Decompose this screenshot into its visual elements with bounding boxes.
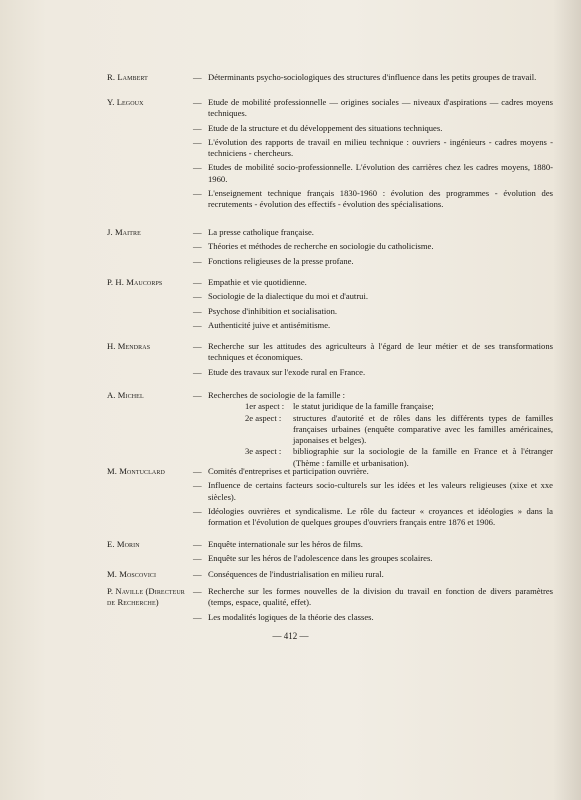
research-item: [193, 569, 553, 580]
item-dash: —: [193, 586, 202, 596]
research-item: [193, 137, 553, 160]
author-name: E. Morin: [107, 539, 140, 549]
page-number: — 412 —: [272, 631, 309, 641]
author-name: R. Lambert: [107, 72, 148, 82]
author-name: M. Montuclard: [107, 466, 165, 476]
item-text: Influence de certains facteurs socio-culturels sur les idées et les valeurs religieuses (xixe et xxe siècles).: [208, 480, 553, 502]
research-item: [193, 466, 553, 477]
item-dash: —: [193, 553, 202, 564]
item-text: La presse catholique française.: [208, 227, 314, 237]
research-item: [193, 123, 553, 134]
research-item: [193, 72, 553, 83]
item-text: Etude de mobilité professionnelle — origines sociales — niveaux d'aspirations — cadres moyens techniques.: [208, 97, 553, 119]
item-dash: —: [193, 188, 202, 199]
item-dash: —: [193, 505, 202, 516]
item-dash: —: [193, 122, 202, 133]
aspect-text: le statut juridique de la famille française;: [293, 401, 434, 412]
item-dash: —: [193, 466, 202, 476]
item-dash: —: [193, 319, 202, 330]
item-text: Recherche sur les formes nouvelles de la division du travail en fonction de divers paramètres (temps, espace, qualité, effet).: [208, 586, 553, 608]
research-item: [193, 341, 553, 364]
item-text: Comités d'entreprises et participation ouvrière.: [208, 466, 369, 476]
item-text: Sociologie de la dialectique du moi et d'autrui.: [208, 291, 369, 302]
research-item: [193, 256, 553, 267]
author-name: A. Michel: [107, 390, 144, 400]
research-item: [193, 390, 553, 401]
item-dash: —: [193, 480, 202, 491]
aspect-item: [245, 401, 553, 412]
item-text: Empathie et vie quotidienne.: [208, 277, 307, 287]
aspect-label: 1er aspect :: [245, 401, 285, 412]
item-text: Enquête internationale sur les héros de films.: [208, 539, 363, 549]
item-text: Déterminants psycho-sociologiques des structures d'influence dans les petits groupes de travail.: [208, 72, 537, 82]
item-dash: —: [193, 255, 202, 266]
author-name: P. Naville (Directeur de Recherche): [107, 586, 185, 608]
author-name: P. H. Maucorps: [107, 277, 163, 287]
aspect-label: 2e aspect :: [245, 412, 282, 423]
item-dash: —: [193, 241, 202, 252]
research-item: [193, 367, 553, 378]
item-dash: —: [193, 227, 202, 237]
item-dash: —: [193, 305, 202, 316]
research-item: [193, 506, 553, 529]
item-text: Fonctions religieuses de la presse profane.: [208, 255, 354, 266]
research-item: [193, 277, 553, 288]
item-text: Authenticité juive et antisémitisme.: [208, 319, 331, 330]
item-text: L'évolution des rapports de travail en milieu technique : ouvriers - ingénieurs - cadres moyens - techniciens - chercheurs.: [208, 136, 553, 159]
author-name: J. Maitre: [107, 227, 141, 237]
item-dash: —: [193, 277, 202, 287]
item-text: Conséquences de l'industrialisation en milieu rural.: [208, 569, 384, 579]
research-item: [193, 539, 553, 550]
research-item: [193, 586, 553, 609]
research-item: [193, 291, 553, 302]
aspect-label: 3e aspect :: [245, 446, 282, 457]
item-dash: —: [193, 341, 202, 351]
item-text: Enquête sur les héros de l'adolescence dans les groupes scolaires.: [208, 553, 433, 564]
item-dash: —: [193, 291, 202, 302]
research-item: [193, 97, 553, 120]
item-text: Idéologies ouvrières et syndicalisme. Le rôle du facteur « croyances et idéologies » dans la formation et l'évolution de quelques groupes d'ouvriers français entre 1876 et 1906.: [208, 505, 553, 528]
item-text: Etude de la structure et du développement des situations techniques.: [208, 122, 443, 133]
item-text: Les modalités logiques de la théorie des classes.: [208, 611, 374, 622]
item-text: Psychose d'inhibition et socialisation.: [208, 305, 338, 316]
research-item: [193, 553, 553, 564]
item-text: Etudes de mobilité socio-professionnelle. L'évolution des carrières chez les cadres moyens, 1880-1960.: [208, 162, 553, 184]
aspect-text: structures d'autorité et de rôles dans les différents types de familles françaises urbaines (enquête comparative avec les familles américaines, japonaises et belges).: [293, 412, 553, 446]
item-text: Recherches de sociologie de la famille :: [208, 390, 345, 400]
research-item: [193, 227, 553, 238]
aspect-text: bibliographie sur la sociologie de la famille en France et à l'étranger (Thème : famille et urbanisation).: [293, 446, 553, 468]
item-dash: —: [193, 162, 202, 173]
author-name: Y. Legoux: [107, 97, 144, 107]
item-dash: —: [193, 136, 202, 147]
author-name: M. Moscovici: [107, 569, 157, 579]
item-dash: —: [193, 569, 202, 579]
item-text: Théories et méthodes de recherche en sociologie du catholicisme.: [208, 241, 434, 252]
research-item: [193, 162, 553, 185]
author-name: H. Mendras: [107, 341, 151, 351]
item-dash: —: [193, 611, 202, 622]
research-item: [193, 188, 553, 211]
research-item: [193, 320, 553, 331]
item-dash: —: [193, 72, 202, 82]
item-text: Recherche sur les attitudes des agriculteurs à l'égard de leur métier et de ses transformations techniques et économiques.: [208, 341, 553, 363]
item-text: Etude des travaux sur l'exode rural en France.: [208, 366, 366, 377]
aspect-item: [245, 413, 553, 447]
research-item: [193, 612, 553, 623]
research-item: [193, 480, 553, 503]
item-dash: —: [193, 539, 202, 549]
item-dash: —: [193, 390, 202, 400]
item-text: L'enseignement technique français 1830-1960 : évolution des programmes - évolution des recrutements - évolution des effectifs - évolution des spécialisations.: [208, 188, 553, 210]
item-dash: —: [193, 366, 202, 377]
research-item: [193, 241, 553, 252]
research-item: [193, 306, 553, 317]
item-dash: —: [193, 97, 202, 107]
